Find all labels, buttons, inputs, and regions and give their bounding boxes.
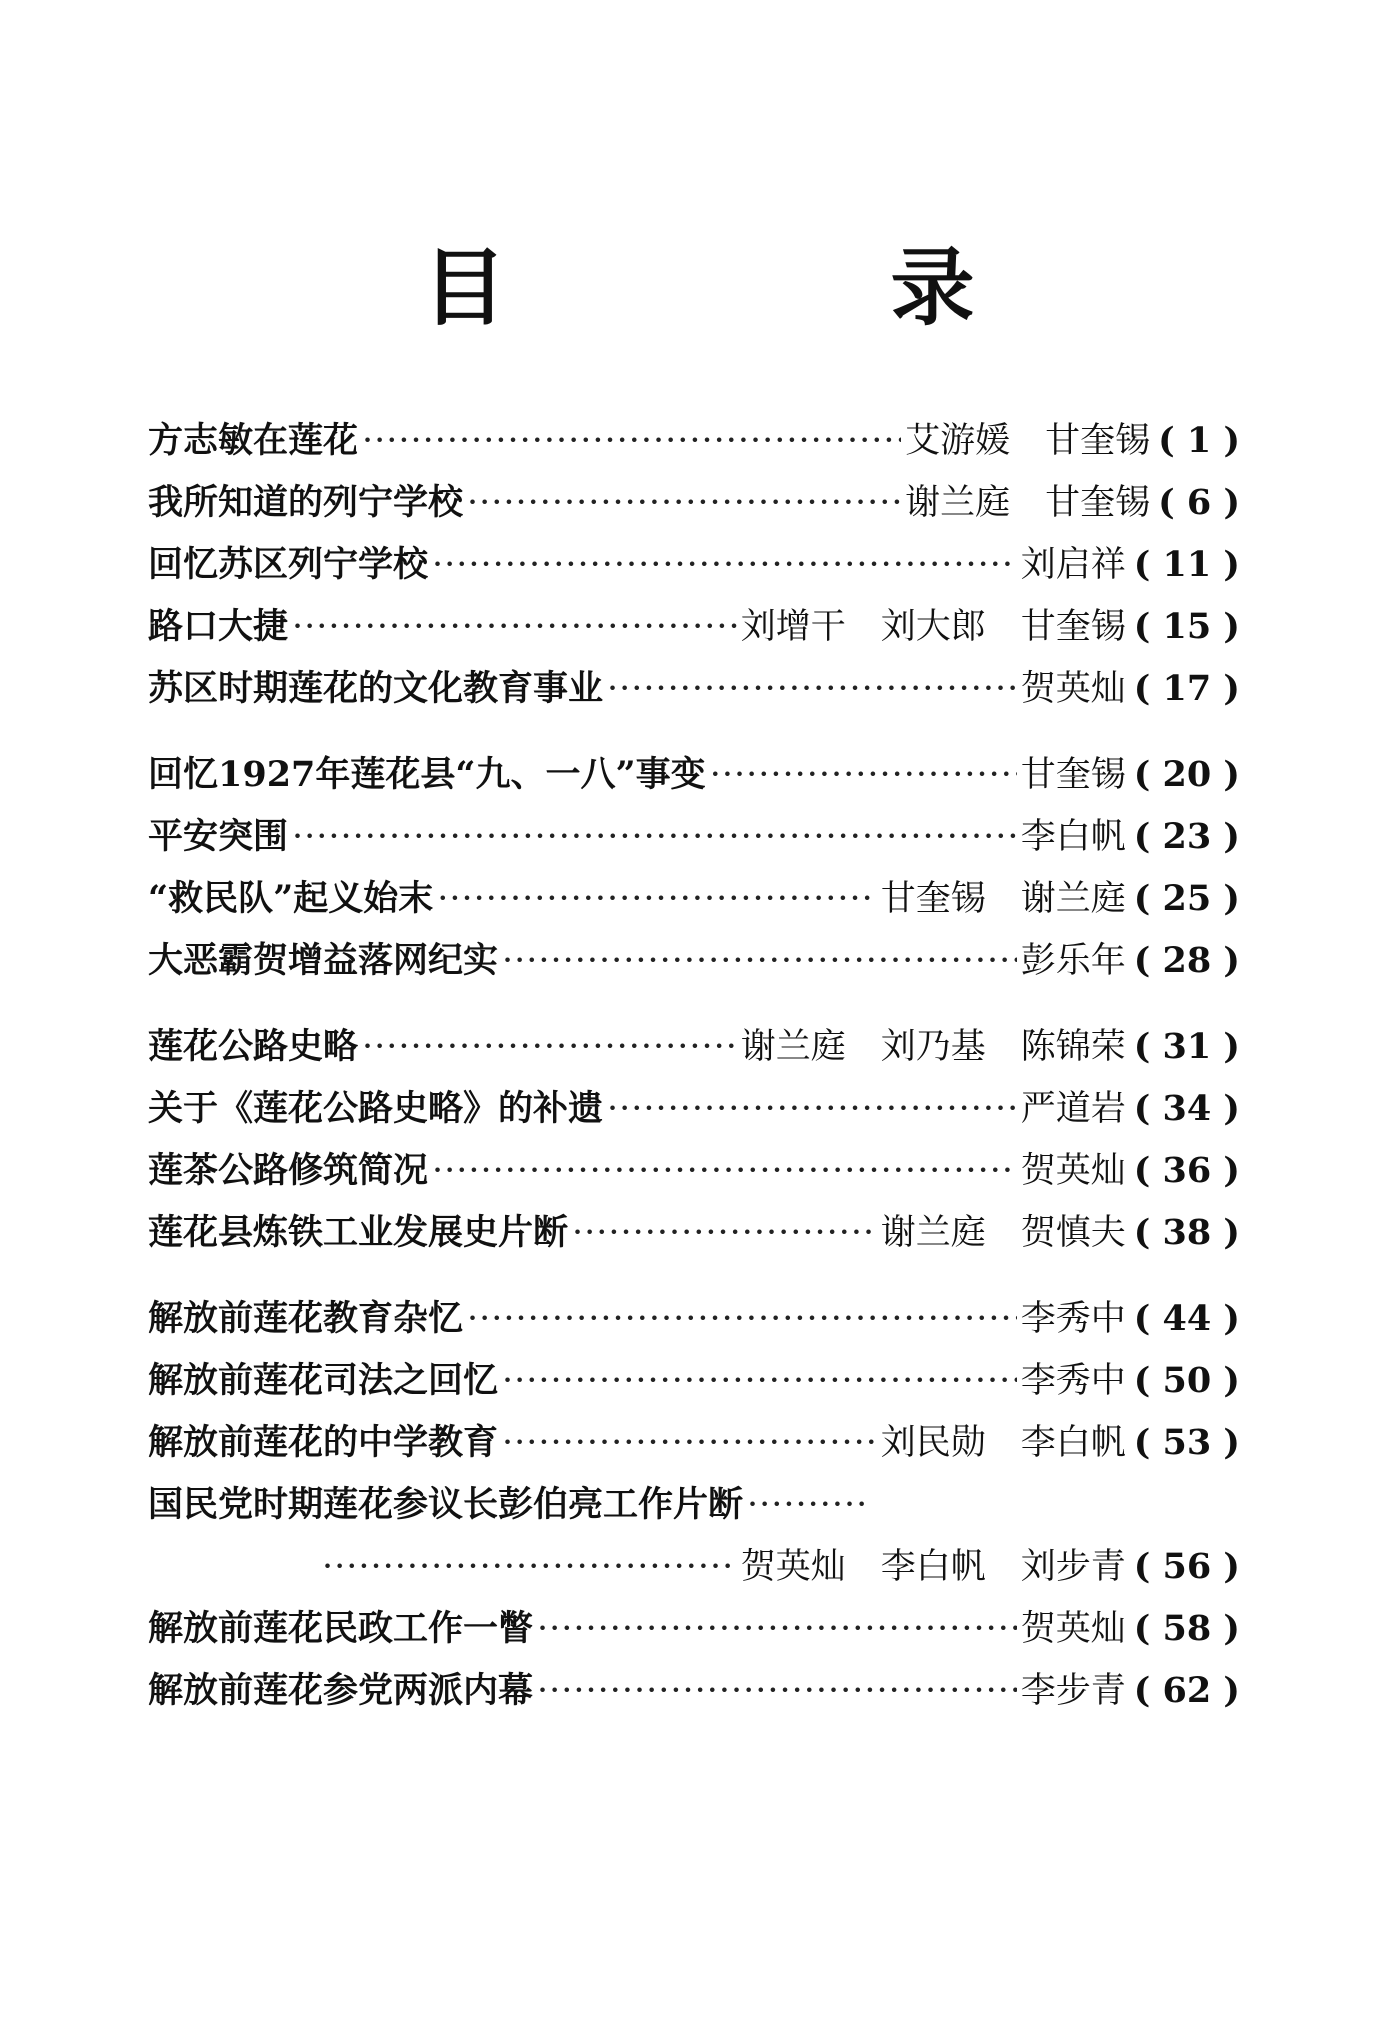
leader-dots — [502, 930, 1017, 992]
toc-entry — [148, 1078, 1240, 1140]
entry-page: ( 23 ) — [1133, 816, 1240, 857]
entry-authors: 刘启祥 — [1020, 545, 1126, 585]
entry-title: 解放前莲花参党两派内幕 — [148, 1670, 534, 1711]
entry-page: ( 50 ) — [1133, 1360, 1240, 1401]
entry-page: ( 31 ) — [1133, 1026, 1240, 1067]
leader-dots — [432, 534, 1017, 596]
toc-entry — [148, 1140, 1240, 1202]
toc-entry — [148, 596, 1240, 658]
entry-authors: 贺英灿 — [1020, 1609, 1126, 1649]
leader-dots — [607, 1078, 1017, 1140]
entry-title: 关于《莲花公路史略》的补遗 — [148, 1088, 604, 1129]
toc-entry — [148, 1474, 1240, 1536]
entry-authors: 李秀中 — [1020, 1299, 1126, 1339]
toc-entry — [148, 658, 1240, 720]
entry-page: ( 11 ) — [1133, 544, 1240, 585]
toc-entry — [148, 534, 1240, 596]
leader-dots — [292, 596, 737, 658]
leader-dots — [710, 744, 1017, 806]
entry-title: 回忆1927年莲花县“九、一八”事变 — [148, 754, 706, 795]
entry-authors: 谢兰庭 贺慎夫 — [880, 1213, 1126, 1253]
entry-authors: 李白帆 — [1020, 817, 1126, 857]
entry-page: ( 56 ) — [1133, 1546, 1240, 1587]
entry-title: “救民队”起义始末 — [148, 878, 434, 919]
entry-title: 路口大捷 — [148, 606, 289, 647]
entry-page: ( 58 ) — [1133, 1608, 1240, 1649]
toc-entry — [148, 1288, 1240, 1350]
entry-authors: 李秀中 — [1020, 1361, 1126, 1401]
entry-authors: 甘奎锡 谢兰庭 — [880, 879, 1126, 919]
entry-authors: 贺英灿 — [1020, 1151, 1126, 1191]
toc-entry — [148, 1016, 1240, 1078]
entry-authors: 甘奎锡 — [1020, 755, 1126, 795]
leader-dots — [467, 1288, 1017, 1350]
toc-list — [148, 410, 1240, 1722]
toc-entry — [148, 930, 1240, 992]
leader-dots — [362, 410, 901, 472]
toc-entry — [148, 1598, 1240, 1660]
leader-dots — [502, 1350, 1017, 1412]
entry-page: ( 6 ) — [1158, 482, 1240, 523]
entry-page: ( 34 ) — [1133, 1088, 1240, 1129]
entry-authors: 贺英灿 — [1020, 669, 1126, 709]
toc-entry — [148, 410, 1240, 472]
entry-authors: 李步青 — [1020, 1671, 1126, 1711]
page-title: 目 录 — [422, 238, 1125, 337]
leader-dots — [437, 868, 877, 930]
leader-dots — [362, 1016, 737, 1078]
leader-dots — [572, 1202, 877, 1264]
entry-title: 方志敏在莲花 — [148, 420, 359, 461]
entry-page: ( 36 ) — [1133, 1150, 1240, 1191]
toc-entry — [148, 472, 1240, 534]
leader-dots — [537, 1598, 1017, 1660]
entry-page: ( 38 ) — [1133, 1212, 1240, 1253]
entry-page: ( 53 ) — [1133, 1422, 1240, 1463]
entry-page: ( 17 ) — [1133, 668, 1240, 709]
leader-dots — [432, 1140, 1017, 1202]
entry-title: 莲茶公路修筑简况 — [148, 1150, 429, 1191]
entry-title: 苏区时期莲花的文化教育事业 — [148, 668, 604, 709]
toc-entry — [148, 1412, 1240, 1474]
entry-title: 解放前莲花教育杂忆 — [148, 1298, 464, 1339]
toc-entry — [148, 1202, 1240, 1264]
leader-dots — [537, 1660, 1017, 1722]
entry-title: 回忆苏区列宁学校 — [148, 544, 429, 585]
entry-title: 平安突围 — [148, 816, 289, 857]
entry-authors: 刘增干 刘大郎 甘奎锡 — [740, 607, 1126, 647]
entry-authors: 谢兰庭 刘乃基 陈锦荣 — [740, 1027, 1126, 1067]
entry-authors: 彭乐年 — [1020, 941, 1126, 981]
entry-title: 莲花县炼铁工业发展史片断 — [148, 1212, 569, 1253]
entry-authors: 艾游媛 甘奎锡 — [905, 421, 1151, 461]
leader-dots — [747, 1474, 867, 1536]
entry-page: ( 1 ) — [1158, 420, 1240, 461]
entry-title: 解放前莲花民政工作一瞥 — [148, 1608, 534, 1649]
entry-page: ( 44 ) — [1133, 1298, 1240, 1339]
leader-dots — [502, 1412, 877, 1474]
entry-title: 国民党时期莲花参议长彭伯亮工作片断 — [148, 1484, 744, 1525]
entry-page: ( 15 ) — [1133, 606, 1240, 647]
toc-entry — [148, 744, 1240, 806]
toc-entry — [148, 1660, 1240, 1722]
leader-dots — [607, 658, 1017, 720]
entry-page: ( 28 ) — [1133, 940, 1240, 981]
leader-dots — [292, 806, 1017, 868]
entry-title: 解放前莲花的中学教育 — [148, 1422, 499, 1463]
entry-title: 我所知道的列宁学校 — [148, 482, 464, 523]
entry-authors: 谢兰庭 甘奎锡 — [905, 483, 1151, 523]
entry-page: ( 25 ) — [1133, 878, 1240, 919]
entry-title: 莲花公路史略 — [148, 1026, 359, 1067]
entry-authors: 贺英灿 李白帆 刘步青 — [740, 1547, 1126, 1587]
entry-page: ( 20 ) — [1133, 754, 1240, 795]
leader-dots — [467, 472, 901, 534]
toc-entry — [148, 868, 1240, 930]
entry-authors: 刘民勋 李白帆 — [880, 1423, 1126, 1463]
toc-entry — [148, 1350, 1240, 1412]
entry-authors: 严道岩 — [1020, 1089, 1126, 1129]
leader-dots — [322, 1536, 737, 1598]
entry-title: 解放前莲花司法之回忆 — [148, 1360, 499, 1401]
toc-entry-continuation — [148, 1536, 1240, 1598]
entry-page: ( 62 ) — [1133, 1670, 1240, 1711]
entry-title: 大恶霸贺增益落网纪实 — [148, 940, 499, 981]
toc-entry — [148, 806, 1240, 868]
